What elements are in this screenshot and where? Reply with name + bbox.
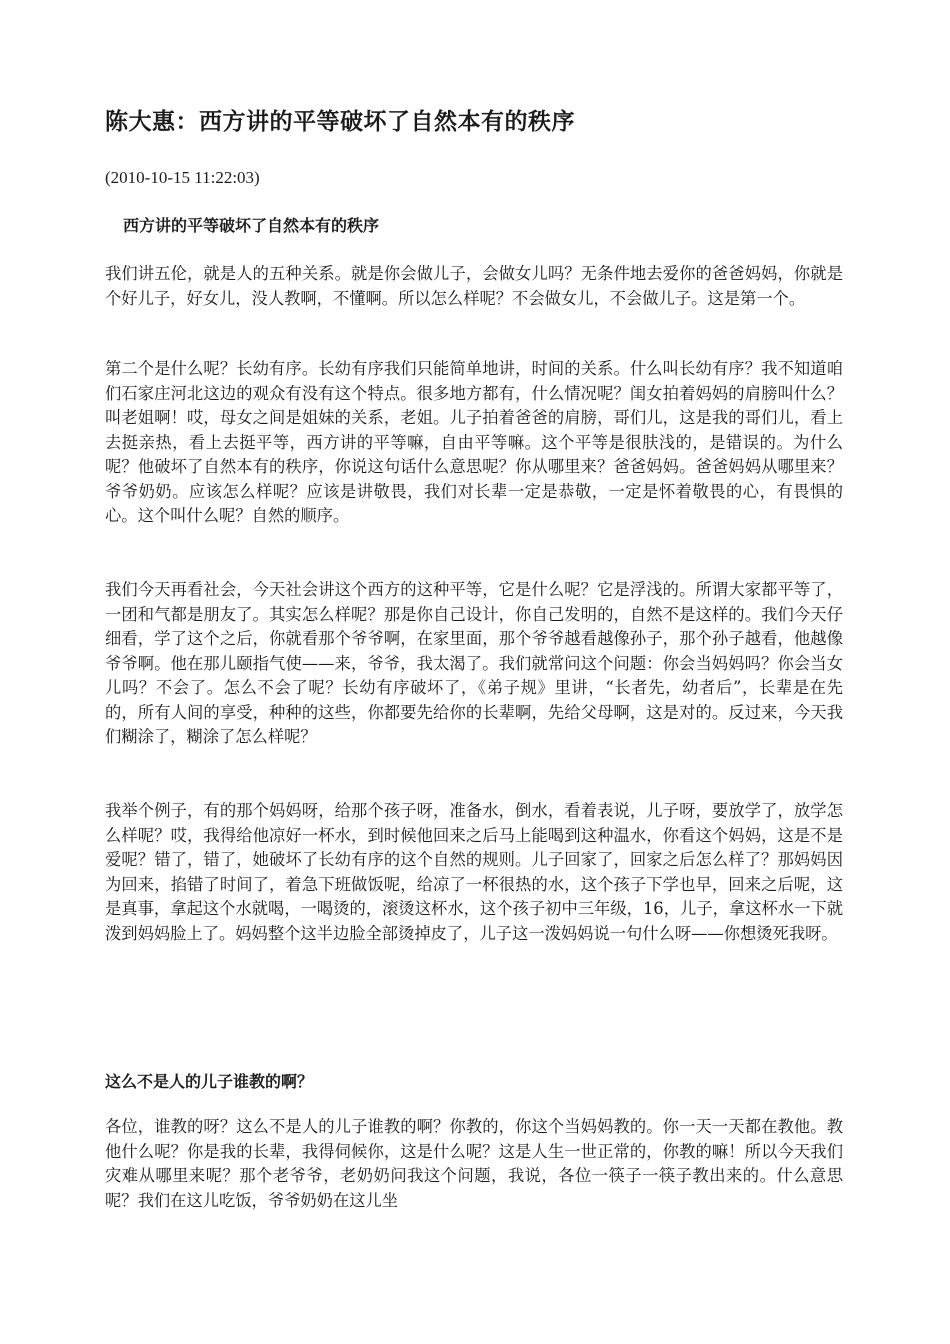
publish-timestamp: (2010-10-15 11:22:03) <box>105 168 260 187</box>
article-subtitle: 西方讲的平等破坏了自然本有的秩序 <box>123 216 380 235</box>
section-heading: 这么不是人的儿子谁教的啊？ <box>105 1072 314 1091</box>
paragraph-1: 我们讲五伦，就是人的五种关系。就是你会做儿子，会做女儿吗？无条件地去爱你的爸爸妈妈，你就是个好儿子，好女儿，没人教啊，不懂啊。所以怎么样呢？不会做女儿，不会做儿子。这是第一个。 <box>105 264 843 308</box>
section-paragraph: 各位，谁教的呀？这么不是人的儿子谁教的啊？你教的，你这个当妈妈教的。你一天一天都在教他。教他什么呢？你是我的长辈，我得伺候你，这是什么呢？这是人生一世正常的，你教的嘛！所以今天我们灾难从哪里来呢？那个老爷爷，老奶奶问我这个问题，我说，各位一筷子一筷子教出来的。什么意思呢？我们在这儿吃饭，爷爷奶奶在这儿坐 <box>105 1117 843 1210</box>
paragraph-2: 第二个是什么呢？长幼有序。长幼有序我们只能简单地讲，时间的关系。什么叫长幼有序？我不知道咱们石家庄河北这边的观众有没有这个特点。很多地方都有，什么情况呢？闺女拍着妈妈的肩膀叫什么？叫老姐啊！哎，母女之间是姐妹的关系，老姐。儿子拍着爸爸的肩膀，哥们儿，这是我的哥们儿，看上去挺亲热，看上去挺平等，西方讲的平等嘛，自由平等嘛。这个平等是很肤浅的，是错误的。为什么呢？他破坏了自然本有的秩序，你说这句话什么意思呢？你从哪里来？爸爸妈妈。爸爸妈妈从哪里来？爷爷奶奶。应该怎么样呢？应该是讲敬畏，我们对长辈一定是恭敬，一定是怀着敬畏的心，有畏惧的心。这个叫什么呢？自然的顺序。 <box>105 359 843 525</box>
paragraph-4: 我举个例子，有的那个妈妈呀，给那个孩子呀，准备水，倒水，看着表说，儿子呀，要放学了，放学怎么样呢？哎，我得给他凉好一杯水，到时候他回来之后马上能喝到这种温水，你看这个妈妈，这是不是爱呢？错了，错了，她破坏了长幼有序的这个自然的规则。儿子回家了，回家之后怎么样了？那妈妈因为回来，掐错了时间了，着急下班做饭呢，给凉了一杯很热的水，这个孩子下学也早，回来之后呢，这是真事，拿起这个水就喝，一喝烫的，滚烫这杯水，这个孩子初中三年级，16，儿子，拿这杯水一下就泼到妈妈脸上了。妈妈整个这半边脸全部烫掉皮了，儿子这一泼妈妈说一句什么呀——你想烫死我呀。 <box>105 801 843 943</box>
article-title: 陈大惠：西方讲的平等破坏了自然本有的秩序 <box>105 109 575 135</box>
paragraph-3: 我们今天再看社会，今天社会讲这个西方的这种平等，它是什么呢？它是浮浅的。所谓大家都平等了，一团和气都是朋友了。其实怎么样呢？那是你自己设计，你自己发明的，自然不是这样的。我们今天仔细看，学了这个之后，你就看那个爷爷啊，在家里面，那个爷爷越看越像孙子，那个孙子越看，他越像爷爷啊。他在那儿颐指气使——来，爷爷，我太渴了。我们就常问这个问题：你会当妈妈吗？你会当女儿吗？不会了。怎么不会了呢？长幼有序破坏了，《弟子规》里讲，“长者先，幼者后”，长辈是在先的，所有人间的享受，种种的这些，你都要先给你的长辈啊，先给父母啊，这是对的。反过来，今天我们糊涂了，糊涂了怎么样呢？ <box>105 580 843 746</box>
